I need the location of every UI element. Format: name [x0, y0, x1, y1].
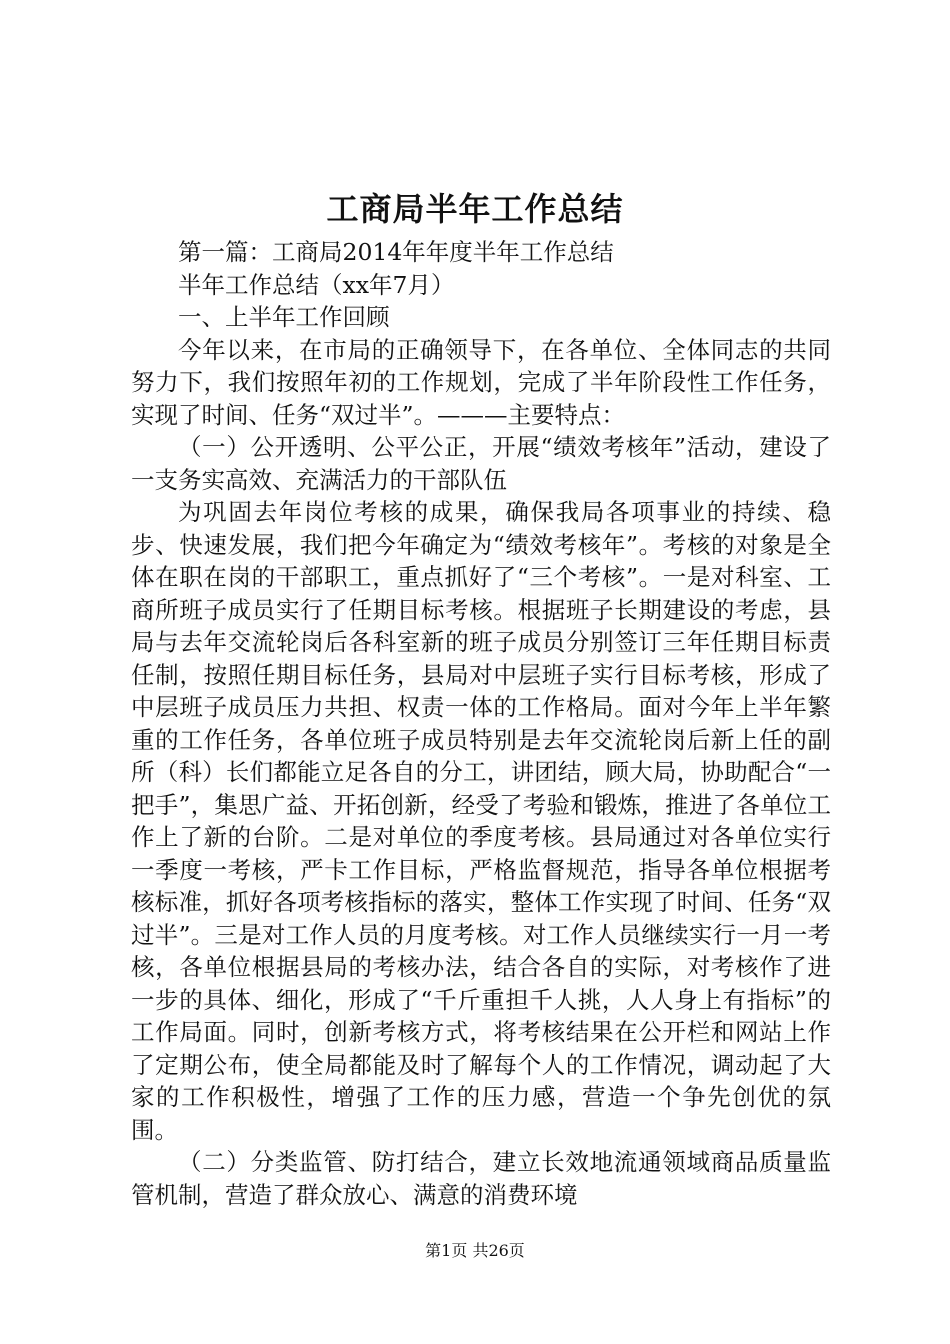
paragraph-subheading-2: （二）分类监管、防打结合，建立长效地流通领域商品质量监管机制，营造了群众放心、满意的消费环境: [131, 1148, 831, 1209]
document-body: [131, 236, 831, 1211]
paragraph-intro: 今年以来，在市局的正确领导下，在各单位、全体同志的共同努力下，我们按照年初的工作规划，完成了半年阶段性工作任务，实现了时间、任务“双过半”。———主要特点：: [131, 335, 831, 429]
paragraph-body-1: 为巩固去年岗位考核的成果，确保我局各项事业的持续、稳步、快速发展，我们把今年确定为“绩效考核年”。考核的对象是全体在职在岗的干部职工，重点抓好了“三个考核”。一是对科室、工商所班子成员实行了任期目标考核。根据班子长期建设的考虑，县局与去年交流轮岗后各科室新的班子成员分别签订三年任期目标责任制，按照任期目标任务，县局对中层班子实行目标考核，形成了中层班子成员压力共担、权责一体的工作格局。面对今年上半年繁重的工作任务，各单位班子成员特别是去年交流轮岗后新上任的副所（科）长们都能立足各自的分工，讲团结，顾大局，协助配合“一把手”，集思广益、开拓创新，经受了考验和锻炼，推进了各单位工作上了新的台阶。二是对单位的季度考核。县局通过对各单位实行一季度一考核，严卡工作目标，严格监督规范，指导各单位根据考核标准，抓好各项考核指标的落实，整体工作实现了时间、任务“双过半”。三是对工作人员的月度考核。对工作人员继续实行一月一考核，各单位根据县局的考核办法，结合各自的实际，对考核作了进一步的具体、细化，形成了“千斤重担千人挑，人人身上有指标”的工作局面。同时，创新考核方式，将考核结果在公开栏和网站上作了定期公布，使全局都能及时了解每个人的工作情况，调动起了大家的工作积极性，增强了工作的压力感，营造一个争先创优的氛围。: [131, 498, 831, 1144]
page-footer: 第1页 共26页: [425, 1241, 525, 1260]
document-title: 工商局半年工作总结: [326, 190, 624, 228]
paragraph-section-heading: 一、上半年工作回顾: [178, 303, 390, 331]
paragraph-subheading-1: （一）公开透明、公平公正，开展“绩效考核年”活动，建设了一支务实高效、充满活力的干部队伍: [131, 433, 831, 494]
paragraph-subtitle: 半年工作总结（xx年7月）: [178, 270, 455, 299]
paragraph-part-heading: 第一篇：工商局2014年年度半年工作总结: [178, 238, 614, 266]
